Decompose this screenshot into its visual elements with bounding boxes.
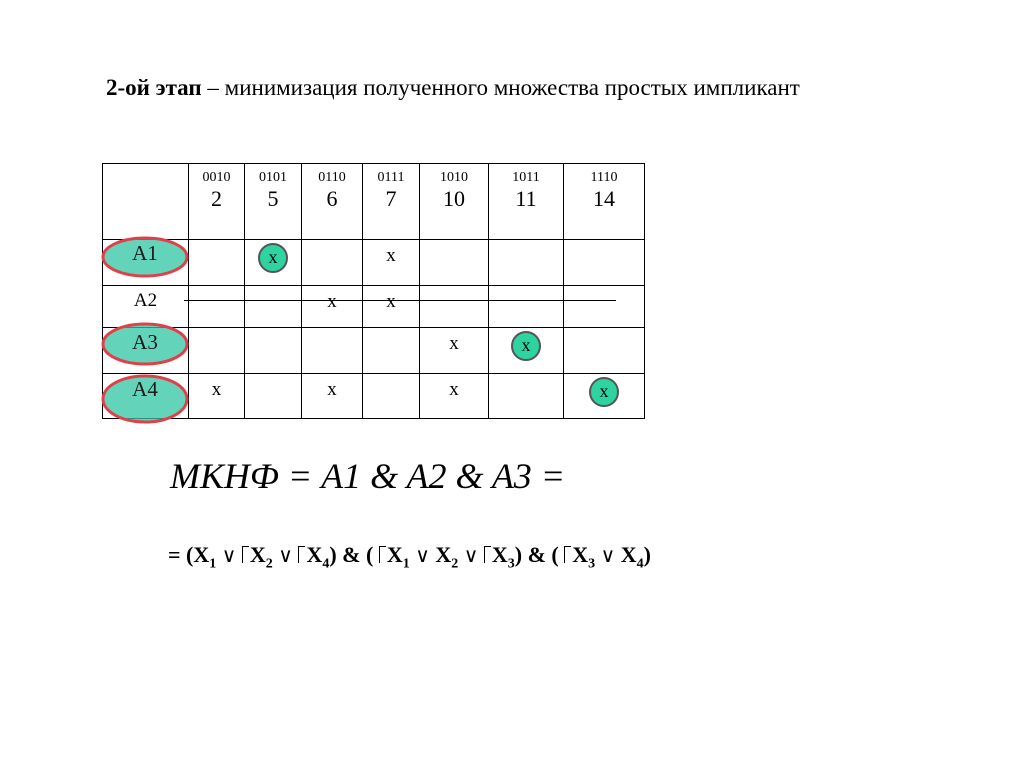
table-cell <box>363 240 420 286</box>
row-label-text: A2 <box>133 290 158 311</box>
var-x4: X <box>306 542 323 567</box>
row-a3-highlight <box>101 322 189 366</box>
col-bin: 1010 <box>440 170 468 185</box>
negation-icon <box>484 546 491 563</box>
or-symbol: ∨ <box>600 545 616 567</box>
or-symbol: ∨ <box>463 545 479 567</box>
expanded-formula: = ($X_1$ ∨ $X_2$ ∨ $X_4$) & ( $X_1$ ∨ $X_2$ ∨ $X_3$) & ( $X_3$ ∨ $X_4$) <box>168 542 651 572</box>
slide-heading <box>106 72 866 103</box>
table-cell <box>420 286 489 328</box>
essential-mark: x <box>589 377 619 407</box>
col-bin: 0101 <box>259 170 287 185</box>
cover-mark: x <box>211 379 222 400</box>
col-bin: 1110 <box>590 170 618 185</box>
table-cell <box>489 374 564 419</box>
row-label-text: A1 <box>132 241 158 265</box>
table-cell <box>564 286 645 328</box>
cover-mark: x <box>386 245 396 266</box>
table-cell <box>189 374 245 419</box>
col-dec: 10 <box>443 186 465 211</box>
table-cell <box>363 374 420 419</box>
mknf-formula: МКНФ = A1 & A2 & A3 = <box>170 456 566 496</box>
table-cell <box>245 328 302 374</box>
var-x3: X <box>572 542 589 567</box>
col-dec: 5 <box>267 186 279 211</box>
var-x4: X <box>620 542 637 567</box>
corner-cell <box>103 164 189 240</box>
table-cell <box>302 328 363 374</box>
table-cell <box>302 240 363 286</box>
col-bin: 0010 <box>202 170 231 185</box>
table-cell <box>302 286 363 328</box>
formula-part: ) <box>643 542 651 567</box>
table-cell <box>189 328 245 374</box>
formula-part: ( <box>365 542 374 567</box>
col-header <box>489 164 564 240</box>
table-cell <box>189 286 245 328</box>
or-symbol: ∨ <box>278 545 293 567</box>
formula-part: = ( <box>168 542 194 567</box>
heading-bold: 2-ой этап <box>106 75 202 100</box>
var-x2: X <box>249 542 266 567</box>
formula-part: ) <box>514 542 523 567</box>
formula-part: ( <box>551 542 559 567</box>
table-cell <box>489 328 564 374</box>
or-symbol: ∨ <box>415 545 430 567</box>
negation-icon <box>242 546 249 563</box>
row-label-text: A3 <box>132 330 158 354</box>
row-a4-highlight <box>101 374 189 424</box>
table-cell <box>489 240 564 286</box>
var-x1: X <box>193 542 210 567</box>
table-cell <box>420 374 489 419</box>
cover-mark: x <box>449 379 459 400</box>
table-cell <box>420 240 489 286</box>
col-dec: 7 <box>385 186 397 211</box>
table-cell <box>245 240 302 286</box>
col-header <box>420 164 489 240</box>
cover-mark: x <box>327 379 337 400</box>
table-cell <box>189 240 245 286</box>
header-row <box>103 164 645 240</box>
table-cell <box>245 286 302 328</box>
formula-part: ) <box>329 542 337 567</box>
essential-mark: x <box>511 331 541 361</box>
table-cell <box>363 286 420 328</box>
row-a1-highlight <box>101 236 189 278</box>
col-dec: 11 <box>515 186 537 211</box>
var-x2: X <box>435 542 452 567</box>
col-header <box>189 164 245 240</box>
table-cell <box>245 374 302 419</box>
negation-icon <box>379 546 386 563</box>
cover-mark: x <box>327 291 337 312</box>
col-header <box>302 164 363 240</box>
col-header <box>363 164 420 240</box>
table-cell <box>489 286 564 328</box>
col-bin: 1011 <box>512 170 540 185</box>
col-header <box>564 164 645 240</box>
essential-mark: x <box>258 243 288 273</box>
row-a2-strikethrough <box>184 300 616 301</box>
var-x1: X <box>386 542 403 567</box>
table-cell <box>564 328 645 374</box>
or-symbol: ∨ <box>221 545 237 567</box>
table-cell <box>564 374 645 419</box>
table-cell <box>363 328 420 374</box>
cover-mark: x <box>449 333 459 354</box>
var-x3: X <box>491 542 508 567</box>
table-cell <box>564 240 645 286</box>
col-dec: 14 <box>593 186 615 211</box>
heading-text: – минимизация полученного множества простых импликант <box>201 75 800 100</box>
and-symbol: & <box>522 542 552 567</box>
table-cell <box>302 374 363 419</box>
row-label-text: A4 <box>132 377 158 401</box>
table-cell <box>420 328 489 374</box>
negation-icon <box>298 546 305 563</box>
col-bin: 0111 <box>377 170 405 185</box>
col-dec: 6 <box>326 186 338 211</box>
col-bin: 0110 <box>318 170 346 185</box>
col-dec: 2 <box>211 186 222 211</box>
and-symbol: & <box>336 542 366 567</box>
cover-mark: x <box>386 291 396 312</box>
negation-icon <box>564 546 571 563</box>
col-header <box>245 164 302 240</box>
